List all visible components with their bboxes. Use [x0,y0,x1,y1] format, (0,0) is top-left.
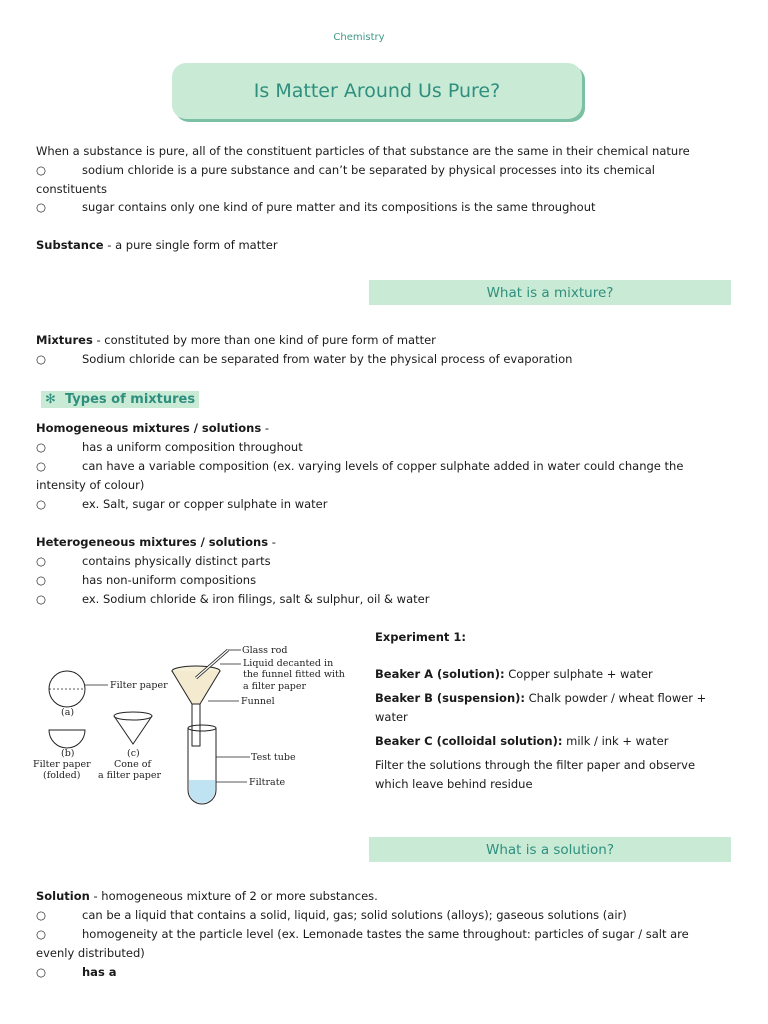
bullet-icon: ○ [36,965,47,979]
page-title: Is Matter Around Us Pure? [253,80,501,102]
term: Mixtures [36,333,93,347]
list-item [36,906,736,925]
definition: water [375,710,408,724]
bullet-icon: ○ [36,927,47,941]
beaker-a [375,665,715,684]
list-item [36,925,736,963]
list-item-text: evenly distributed) [36,946,145,960]
filtration-diagram [30,638,370,813]
bullet-icon: ○ [36,459,47,473]
page-title-box [172,63,582,119]
bullet-icon: ○ [36,908,47,922]
term: Solution [36,889,90,903]
filtrate-liquid [189,780,215,803]
bullet-icon: ○ [36,592,47,606]
solution-definition [36,887,736,906]
list-item-text: has a [82,965,117,979]
list-item-text: Sodium chloride can be separated from water by the physical process of evaporation [82,352,573,366]
bullet-icon: ○ [36,573,47,587]
cone-rim [114,712,152,720]
mixture-section-heading [369,280,731,305]
definition: - constituted by more than one kind of pure form of matter [92,333,436,347]
test-tube-label: Test tube [251,752,296,763]
experiment-instruction [375,756,715,794]
list-item-text: has a uniform composition throughout [82,440,303,454]
bullet-icon: ○ [36,163,47,177]
filter-paper-label: Filter paper [110,680,168,691]
list-item-text: constituents [36,182,108,196]
list-item [36,963,736,982]
term: Beaker A (solution): [375,667,505,681]
types-heading [41,391,199,408]
bullet-icon: ○ [36,200,47,214]
intro-sentence: When a substance is pure, all of the constituent particles of that substance are the same in their chemical nature [36,144,690,158]
bullet-icon: ○ [36,554,47,568]
list-item-text: has non-uniform compositions [82,573,257,587]
label-a: (a) [61,707,75,718]
dash: - [268,535,276,549]
section-heading-text: What is a mixture? [486,284,614,301]
list-item-text: homogeneity at the particle level (ex. Lemonade tastes the same throughout: particles of sugar / salt are [82,927,689,941]
section-heading-text: What is a solution? [485,841,615,858]
definition: - a pure single form of matter [103,238,278,252]
folded-filter-paper [49,730,85,748]
heterogeneous-heading [36,533,736,552]
liquid-label-line3: a filter paper [243,681,307,692]
term: Homogeneous mixtures / solutions [36,421,262,435]
liquid-label-line2: the funnel fitted with [243,669,345,680]
list-item-text: ex. Salt, sugar or copper sulphate in water [82,497,328,511]
c-caption-line2: a filter paper [98,770,162,781]
list-item-text: sugar contains only one kind of pure matter and its compositions is the same throughout [82,200,596,214]
label-b: (b) [61,748,75,759]
beaker-b [375,689,715,727]
instruction-line: which leave behind residue [375,777,533,791]
bullet-icon: ○ [36,352,47,366]
list-item-text: ex. Sodium chloride & iron filings, salt & sulphur, oil & water [82,592,430,606]
instruction-line: Filter the solutions through the filter paper and observe [375,758,696,772]
bullet-icon: ○ [36,497,47,511]
definition: Copper sulphate + water [504,667,653,681]
definition: Chalk powder / wheat flower + [525,691,707,705]
mixture-definition [36,331,736,350]
list-item-text: can be a liquid that contains a solid, liquid, gas; solid solutions (alloys); gaseous solutions (air) [82,908,627,922]
term: Heterogeneous mixtures / solutions [36,535,269,549]
list-item-text: contains physically distinct parts [82,554,271,568]
substance-definition [36,236,736,255]
list-item [36,571,736,590]
list-item-text: sodium chloride is a pure substance and can’t be separated by physical processes into its chemical [82,163,655,177]
list-item-text: can have a variable composition (ex. varying levels of copper sulphate added in water could change the [82,459,684,473]
types-heading-text: Types of mixtures [64,392,196,407]
solution-section-heading [369,837,731,862]
filtrate-label: Filtrate [249,777,286,788]
list-item [36,198,736,217]
experiment-title [375,628,715,647]
c-caption-line1: Cone of [114,759,151,770]
liquid-label-line1: Liquid decanted in [243,658,334,669]
label-c: (c) [127,748,140,759]
definition: milk / ink + water [562,734,669,748]
homogeneous-heading [36,419,736,438]
subject-label: Chemistry [333,32,385,43]
list-item [36,438,736,457]
asterisk-icon: ✻ [45,392,56,407]
term: Beaker B (suspension): [375,691,525,705]
list-item [36,350,736,369]
bullet-icon: ○ [36,440,47,454]
funnel [172,671,220,704]
term: Substance [36,238,104,252]
funnel-label: Funnel [241,696,275,707]
b-caption-line1: Filter paper [33,759,91,770]
b-caption-line2: (folded) [43,770,81,781]
glass-rod-label: Glass rod [242,645,288,656]
list-item [36,457,736,495]
dash: - [261,421,269,435]
list-item [36,161,736,199]
beaker-c [375,732,715,751]
list-item-text: intensity of colour) [36,478,145,492]
list-item [36,590,736,609]
definition: - homogeneous mixture of 2 or more substances. [89,889,378,903]
list-item [36,552,736,571]
experiment-title-text: Experiment 1: [375,630,466,644]
term: Beaker C (colloidal solution): [375,734,563,748]
list-item [36,495,736,514]
